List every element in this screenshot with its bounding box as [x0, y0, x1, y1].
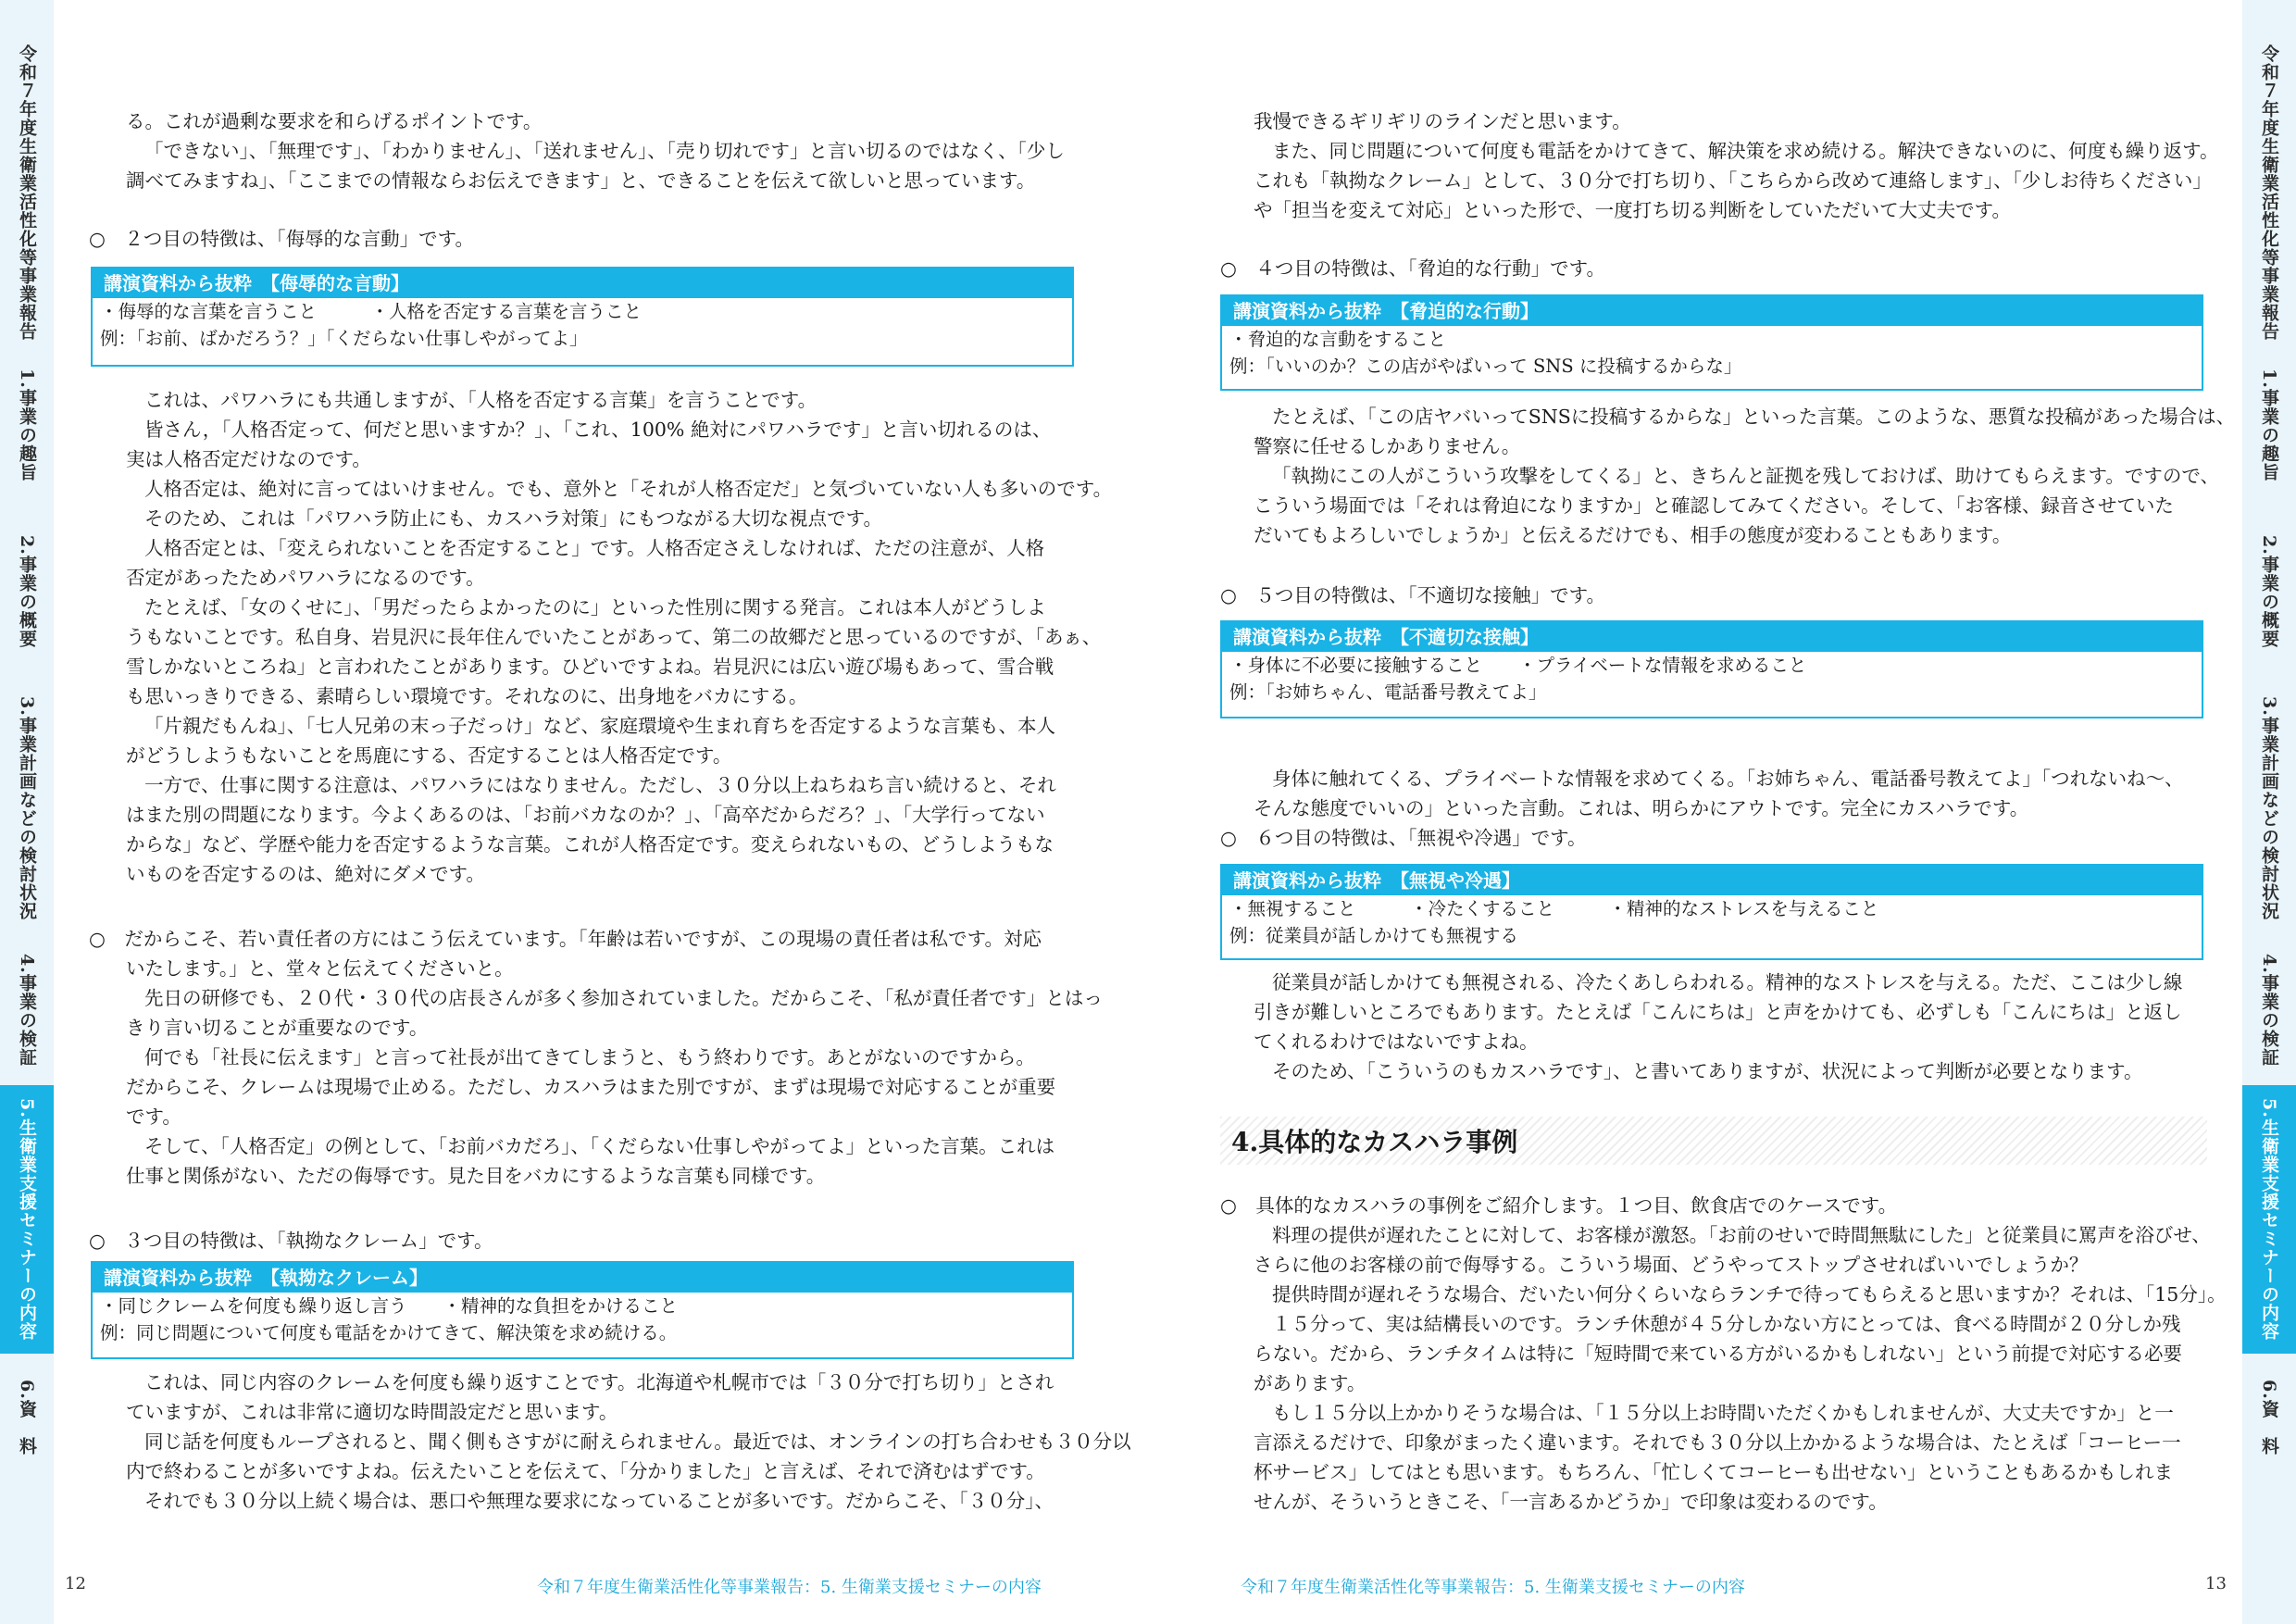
- footer-left: [537, 1574, 1042, 1598]
- item-heading: ○ だからこそ、若い責任者の方にはこう伝えています。「年齢は若いですが、この現場の責任者は私です。対応: [89, 928, 1042, 950]
- body-text-line: 人格否定は、絶対に言ってはいけません。でも、意外と「それが人格否定だ」と気づいていない人も多いのです。: [144, 478, 1113, 500]
- body-text-line: 何でも「社長に伝えます」と言って社長が出てきてしまうと、もう終わりです。あとがないのですから。: [144, 1046, 1035, 1068]
- side-tab-1[interactable]: 1.事業の趣旨: [17, 369, 37, 481]
- body-text-line: です。: [126, 1106, 181, 1128]
- excerpt-box-title: 講演資料から抜粋 【不適切な接触】: [1222, 622, 2202, 652]
- body-text-line: そして、「人格否定」の例として、「お前バカだろ」、「くだらない仕事しやがってよ」といった言葉。これは: [144, 1135, 1055, 1157]
- side-tab-1[interactable]: 1.事業の趣旨: [2259, 369, 2279, 481]
- body-text-line: そのため、これは「パワハラ防止にも、カスハラ対策」にもつながる大切な視点です。: [144, 507, 883, 530]
- body-text-line: こういう場面では「それは脅迫になりますか」と確認してみてください。そして、「お客様、録音させていた: [1254, 494, 2174, 517]
- item-heading: ○ ６つ目の特徴は、「無視や冷遇」です。: [1220, 827, 1587, 849]
- body-text-line: 「執拗にこの人がこういう攻撃をしてくる」と、きちんと証拠を残しておけば、助けてもらえます。ですので、: [1272, 465, 2219, 487]
- side-tab-4[interactable]: 4.事業の検証: [17, 954, 37, 1067]
- body-text-line: いたします。」と、堂々と伝えてくださいと。: [126, 957, 514, 980]
- body-text-line: 内で終わることが多いですよね。伝えたいことを伝えて、「分かりました」と言えば、それで済むはずです。: [126, 1460, 1045, 1482]
- side-tab-3[interactable]: 3.事業計画などの検討状況: [17, 696, 37, 920]
- excerpt-box-title: 講演資料から抜粋 【執拗なクレーム】: [93, 1263, 1072, 1293]
- body-text-line: も思いっきりできる、素晴らしい環境です。それなのに、出身地をバカにする。: [126, 685, 808, 707]
- body-text-line: 杯サービス」してはとも思います。もちろん、「忙しくてコーヒーも出せない」ということもあるかもしれま: [1254, 1461, 2174, 1483]
- body-text-line: いものを否定するのは、絶対にダメです。: [126, 863, 485, 885]
- body-text-line: たとえば、「この店ヤバいってSNSに投稿するからな」といった言葉。このような、悪質な投稿があった場合は、: [1272, 406, 2236, 428]
- body-text-line: たとえば、「女のくせに」、「男だったらよかったのに」といった性別に関する発言。これは本人がどうしよ: [144, 596, 1046, 618]
- body-text-line: そんな態度でいいの」といった言動。これは、明らかにアウトです。完全にカスハラです。: [1254, 797, 2029, 819]
- excerpt-box: [91, 1261, 1074, 1359]
- left-side-tabs: [0, 0, 54, 1624]
- section-heading: [1220, 1117, 2207, 1165]
- body-text-line: 従業員が話しかけても無視される、冷たくあしらわれる。精神的なストレスを与える。ただ、ここは少し線: [1272, 971, 2183, 993]
- excerpt-box-line: 例：同じ問題について何度も電話をかけてきて、解決策を求め続ける。: [100, 1322, 678, 1343]
- body-text-line: せんが、そういうときこそ、「一言あるかどうか」で印象は変わるのです。: [1254, 1491, 1888, 1513]
- excerpt-box: [1220, 294, 2203, 391]
- side-tab-report-title[interactable]: 令和７年度生衛業活性化等事業報告: [17, 44, 37, 341]
- body-text-line: これも「執拗なクレーム」として、３０分で打ち切り、「こちらから改めて連絡します」、「少しお待ちください」: [1254, 169, 2212, 192]
- side-tab-6[interactable]: 6.資 料: [2259, 1380, 2279, 1455]
- excerpt-box-line: ・侮辱的な言葉を言うこと ・人格を否定する言葉を言うこと: [100, 301, 643, 322]
- body-text-line: さらに他のお客様の前で侮辱する。こういう場面、どうやってストップさせればいいでしょうか？: [1254, 1254, 2089, 1276]
- body-text-line: きり言い切ることが重要なのです。: [126, 1017, 429, 1039]
- body-text-line: や「担当を変えて対応」といった形で、一度打ち切る判断をしていただいて大丈夫です。: [1254, 199, 2011, 221]
- body-text-line: てくれるわけではないですよね。: [1254, 1031, 1539, 1053]
- body-text-line: 同じ話を何度もループされると、聞く側もさすがに耐えられません。最近では、オンラインの打ち合わせも３０分以: [144, 1430, 1131, 1453]
- excerpt-box-line: ・身体に不必要に接触すること ・プライベートな情報を求めること: [1229, 655, 1807, 676]
- item-heading: ○ ３つ目の特徴は、「執拗なクレーム」です。: [89, 1230, 493, 1252]
- side-tab-6[interactable]: 6.資 料: [17, 1380, 37, 1455]
- body-text-line: 「片親だもんね」、「七人兄弟の末っ子だっけ」など、家庭環境や生まれ育ちを否定するような言葉も、本人: [144, 715, 1055, 737]
- item-heading: ○ ２つ目の特徴は、「侮辱的な言動」です。: [89, 228, 474, 250]
- body-text-line: がどうしようもないことを馬鹿にする、否定することは人格否定です。: [126, 744, 732, 767]
- body-text-line: があります。: [1254, 1372, 1366, 1394]
- body-text-line: 一方で、仕事に関する注意は、パワハラにはなりません。ただし、３０分以上ねちねち言い続けると、それ: [144, 774, 1056, 796]
- body-text-line: 実は人格否定だけなのです。: [126, 448, 371, 470]
- item-heading: ○ ４つ目の特徴は、「脅迫的な行動」です。: [1220, 257, 1605, 280]
- body-text-line: はまた別の問題になります。今よくあるのは、「お前バカなのか？」、「高卒だからだろ？」、「大学行ってない: [126, 804, 1045, 826]
- side-tab-report-title[interactable]: 令和７年度生衛業活性化等事業報告: [2259, 44, 2279, 341]
- side-tab-2[interactable]: 2.事業の概要: [17, 535, 37, 648]
- page-number-right: 13: [2205, 1574, 2227, 1593]
- body-text-line: らない。だから、ランチタイムは特に「短時間で来ている方がいるかもしれない」という前提で対応する必要: [1254, 1343, 2183, 1365]
- body-text-line: 言添えるだけで、印象がまったく違います。それでも３０分以上かかるような場合は、たとえば「コーヒー一: [1254, 1431, 2181, 1454]
- item-heading: ○ ５つ目の特徴は、「不適切な接触」です。: [1220, 584, 1605, 606]
- body-text-line: それでも３０分以上続く場合は、悪口や無理な要求になっていることが多いです。だからこそ、「３０分」、: [144, 1490, 1054, 1512]
- body-text-line: そのため、「こういうのもカスハラです」、と書いてありますが、状況によって判断が必要となります。: [1272, 1060, 2143, 1082]
- body-text-line: 警察に任せるしかありません。: [1254, 435, 1521, 457]
- body-text-line: また、同じ問題について何度も電話をかけてきて、解決策を求め続ける。解決できないのに、何度も繰り返す。: [1272, 140, 2219, 162]
- side-tab-2[interactable]: 2.事業の概要: [2259, 535, 2279, 648]
- body-text-line: 雪しかないところね」と言われたことがあります。ひどいですよね。岩見沢には広い遊び場もあって、雪合戦: [126, 656, 1054, 678]
- footer-section: 5. 生衛業支援セミナーの内容: [820, 1578, 1042, 1597]
- body-text-line: 「できない」、「無理です」、「わかりません」、「送れません」、「売り切れです」と言い切るのではなく、「少し: [144, 140, 1065, 162]
- body-text-line: これは、パワハラにも共通しますが、「人格を否定する言葉」を言うことです。: [144, 389, 817, 411]
- body-text-line: だいてもよろしいでしょうか」と伝えるだけでも、相手の態度が変わることもあります。: [1254, 524, 2012, 546]
- body-text-line: ていますが、これは非常に適切な時間設定だと思います。: [126, 1401, 618, 1423]
- excerpt-box-line: 例：「お姉ちゃん、電話番号教えてよ」: [1229, 681, 1547, 703]
- body-text-line: うもないことです。私自身、岩見沢に長年住んでいたことがあって、第二の故郷だと思っているのですが、「あぁ、: [126, 626, 1102, 648]
- page-number-left: 12: [65, 1574, 86, 1593]
- side-tab-5-active[interactable]: 5.生衛業支援セミナーの内容: [0, 1085, 54, 1354]
- side-tab-5-active[interactable]: 5.生衛業支援セミナーの内容: [2242, 1085, 2296, 1354]
- footer-right: [1241, 1574, 1745, 1598]
- item-heading: ○ 具体的なカスハラの事例をご紹介します。１つ目、飲食店でのケースです。: [1220, 1194, 1898, 1217]
- body-text-line: だからこそ、クレームは現場で止める。ただし、カスハラはまた別ですが、まずは現場で対応することが重要: [126, 1076, 1056, 1098]
- body-text-line: からな」など、学歴や能力を否定するような言葉。これが人格否定です。変えられないもの、どうしようもな: [126, 833, 1054, 856]
- body-text-line: 否定があったためパワハラになるのです。: [126, 567, 485, 589]
- footer-section: 5. 生衛業支援セミナーの内容: [1524, 1578, 1745, 1597]
- excerpt-box-line: 例：「お前、ばかだろう？」「くだらない仕事しやがってよ」: [100, 328, 588, 349]
- body-text-line: 引きが難しいところでもあります。たとえば「こんにちは」と声をかけても、必ずしも「こんにちは」と返し: [1254, 1001, 2182, 1023]
- footer-report-title: 令和７年度生衛業活性化等事業報告：: [1241, 1578, 1524, 1597]
- excerpt-box-title: 講演資料から抜粋 【無視や冷遇】: [1222, 866, 2202, 895]
- body-text-line: これは、同じ内容のクレームを何度も繰り返すことです。北海道や札幌市では「３０分で打ち切り」とされ: [144, 1371, 1054, 1393]
- footer-report-title: 令和７年度生衛業活性化等事業報告：: [537, 1578, 820, 1597]
- excerpt-box: [1220, 620, 2203, 718]
- body-text-line: 調べてみますね」、「ここまでの情報ならお伝えできます」と、できることを伝えて欲しいと思っています。: [126, 169, 1036, 192]
- excerpt-box-line: 例：「いいのか？この店がやばいって SNS に投稿するからな」: [1229, 356, 1742, 377]
- excerpt-box-line: ・同じクレームを何度も繰り返し言う ・精神的な負担をかけること: [100, 1295, 679, 1317]
- body-text-line: 料理の提供が遅れたことに対して、お客様が激怒。「お前のせいで時間無駄にした」と従業員に罵声を浴びせ、: [1272, 1224, 2211, 1246]
- side-tab-4[interactable]: 4.事業の検証: [2259, 954, 2279, 1067]
- body-text-line: 先日の研修でも、２０代・３０代の店長さんが多く参加されていました。だからこそ、「私が責任者です」とはっ: [144, 987, 1103, 1009]
- body-text-line: １５分って、実は結構長いのです。ランチ休憩が４５分しかない方にとっては、食べる時間が２０分しか残: [1272, 1313, 2181, 1335]
- body-text-line: 身体に触れてくる、プライベートな情報を求めてくる。「お姉ちゃん、電話番号教えてよ」「つれないね～、: [1272, 768, 2184, 790]
- excerpt-box: [1220, 864, 2203, 960]
- excerpt-box-line: ・脅迫的な言動をすること: [1229, 329, 1447, 350]
- side-tab-3[interactable]: 3.事業計画などの検討状況: [2259, 696, 2279, 920]
- body-text-line: 我慢できるギリギリのラインだと思います。: [1254, 110, 1631, 132]
- left-page: [89, 0, 1131, 1624]
- body-text-line: 人格否定とは、「変えられないことを否定すること」です。人格否定さえしなければ、ただの注意が、人格: [144, 537, 1045, 559]
- section-heading-text: 4.具体的なカスハラ事例: [1231, 1127, 1518, 1157]
- right-side-tabs: [2242, 0, 2296, 1624]
- excerpt-box-line: ・無視すること ・冷たくすること ・精神的なストレスを与えること: [1229, 898, 1879, 919]
- excerpt-box-title: 講演資料から抜粋 【侮辱的な言動】: [93, 269, 1072, 298]
- body-text-line: 提供時間が遅れそうな場合、だいたい何分くらいならランチで待ってもらえると思いますか？それは、「15分」。: [1272, 1283, 2227, 1305]
- body-text-line: 仕事と関係がない、ただの侮辱です。見た目をバカにするような言葉も同様です。: [126, 1165, 826, 1187]
- body-text-line: 皆さん，「人格否定って、何だと思いますか？」、「これ、100% 絶対にパワハラです」と言い切れるのは、: [144, 418, 1052, 441]
- excerpt-box-line: 例：従業員が話しかけても無視する: [1229, 925, 1519, 946]
- body-text-line: る。これが過剰な要求を和らげるポイントです。: [126, 110, 543, 132]
- body-text-line: もし１５分以上かかりそうな場合は、「１５分以上お時間いただくかもしれませんが、大丈夫ですか」と一: [1272, 1402, 2174, 1424]
- excerpt-box: [91, 267, 1074, 367]
- excerpt-box-title: 講演資料から抜粋 【脅迫的な行動】: [1222, 296, 2202, 326]
